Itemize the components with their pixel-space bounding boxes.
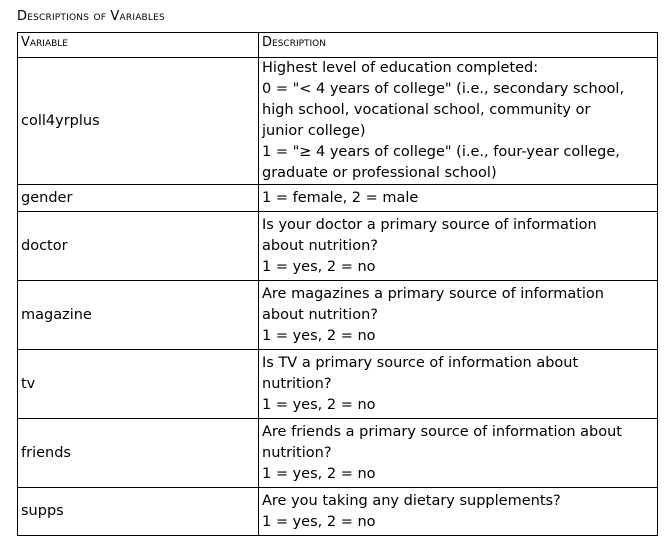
variable-description xyxy=(259,185,658,212)
variable-description xyxy=(259,350,658,419)
description-line: about nutrition? xyxy=(262,306,378,323)
description-line: junior college) xyxy=(262,123,366,139)
description-line: 1 = female, 2 = male xyxy=(262,189,419,206)
description-line: 1 = yes, 2 = no xyxy=(262,465,376,482)
variable-name: doctor xyxy=(18,212,259,281)
variable-name: friends xyxy=(18,419,259,488)
description-line: nutrition? xyxy=(262,444,332,461)
description-line: 1 = yes, 2 = no xyxy=(262,258,376,275)
description-line: nutrition? xyxy=(262,375,332,392)
variables-table xyxy=(17,32,658,536)
variable-description xyxy=(259,488,658,536)
description-line: Highest level of education completed: xyxy=(262,60,539,76)
page-title: Descriptions of Variables xyxy=(17,9,165,24)
description-line: about nutrition? xyxy=(262,237,378,254)
table-row xyxy=(18,281,658,350)
variable-column-header: Variable xyxy=(18,33,259,58)
variable-name: coll4yrplus xyxy=(18,58,259,185)
variable-name: supps xyxy=(18,488,259,536)
description-line: high school, vocational school, community or xyxy=(262,102,591,118)
variable-name: gender xyxy=(18,185,259,212)
variable-description xyxy=(259,58,658,185)
description-column-header: Description xyxy=(259,33,658,58)
description-line: Are you taking any dietary supplements? xyxy=(262,492,561,509)
variable-description xyxy=(259,419,658,488)
description-line: 1 = yes, 2 = no xyxy=(262,396,376,413)
variable-description xyxy=(259,281,658,350)
table-row xyxy=(18,212,658,281)
table-row xyxy=(18,58,658,185)
description-line: Are magazines a primary source of information xyxy=(262,285,604,302)
variable-name: magazine xyxy=(18,281,259,350)
variable-name: tv xyxy=(18,350,259,419)
table-row xyxy=(18,185,658,212)
table-header-row xyxy=(18,33,658,58)
variable-description xyxy=(259,212,658,281)
description-line: Is your doctor a primary source of information xyxy=(262,216,597,233)
description-line: 1 = "≥ 4 years of college" (i.e., four-year college, xyxy=(262,144,620,160)
description-line: 1 = yes, 2 = no xyxy=(262,327,376,344)
description-line: Are friends a primary source of information about xyxy=(262,423,622,440)
table-row xyxy=(18,488,658,536)
description-line: 1 = yes, 2 = no xyxy=(262,513,376,530)
table-row xyxy=(18,419,658,488)
description-line: Is TV a primary source of information about xyxy=(262,354,579,371)
table-row xyxy=(18,350,658,419)
description-line: 0 = "< 4 years of college" (i.e., secondary school, xyxy=(262,81,625,97)
description-line: graduate or professional school) xyxy=(262,165,497,181)
